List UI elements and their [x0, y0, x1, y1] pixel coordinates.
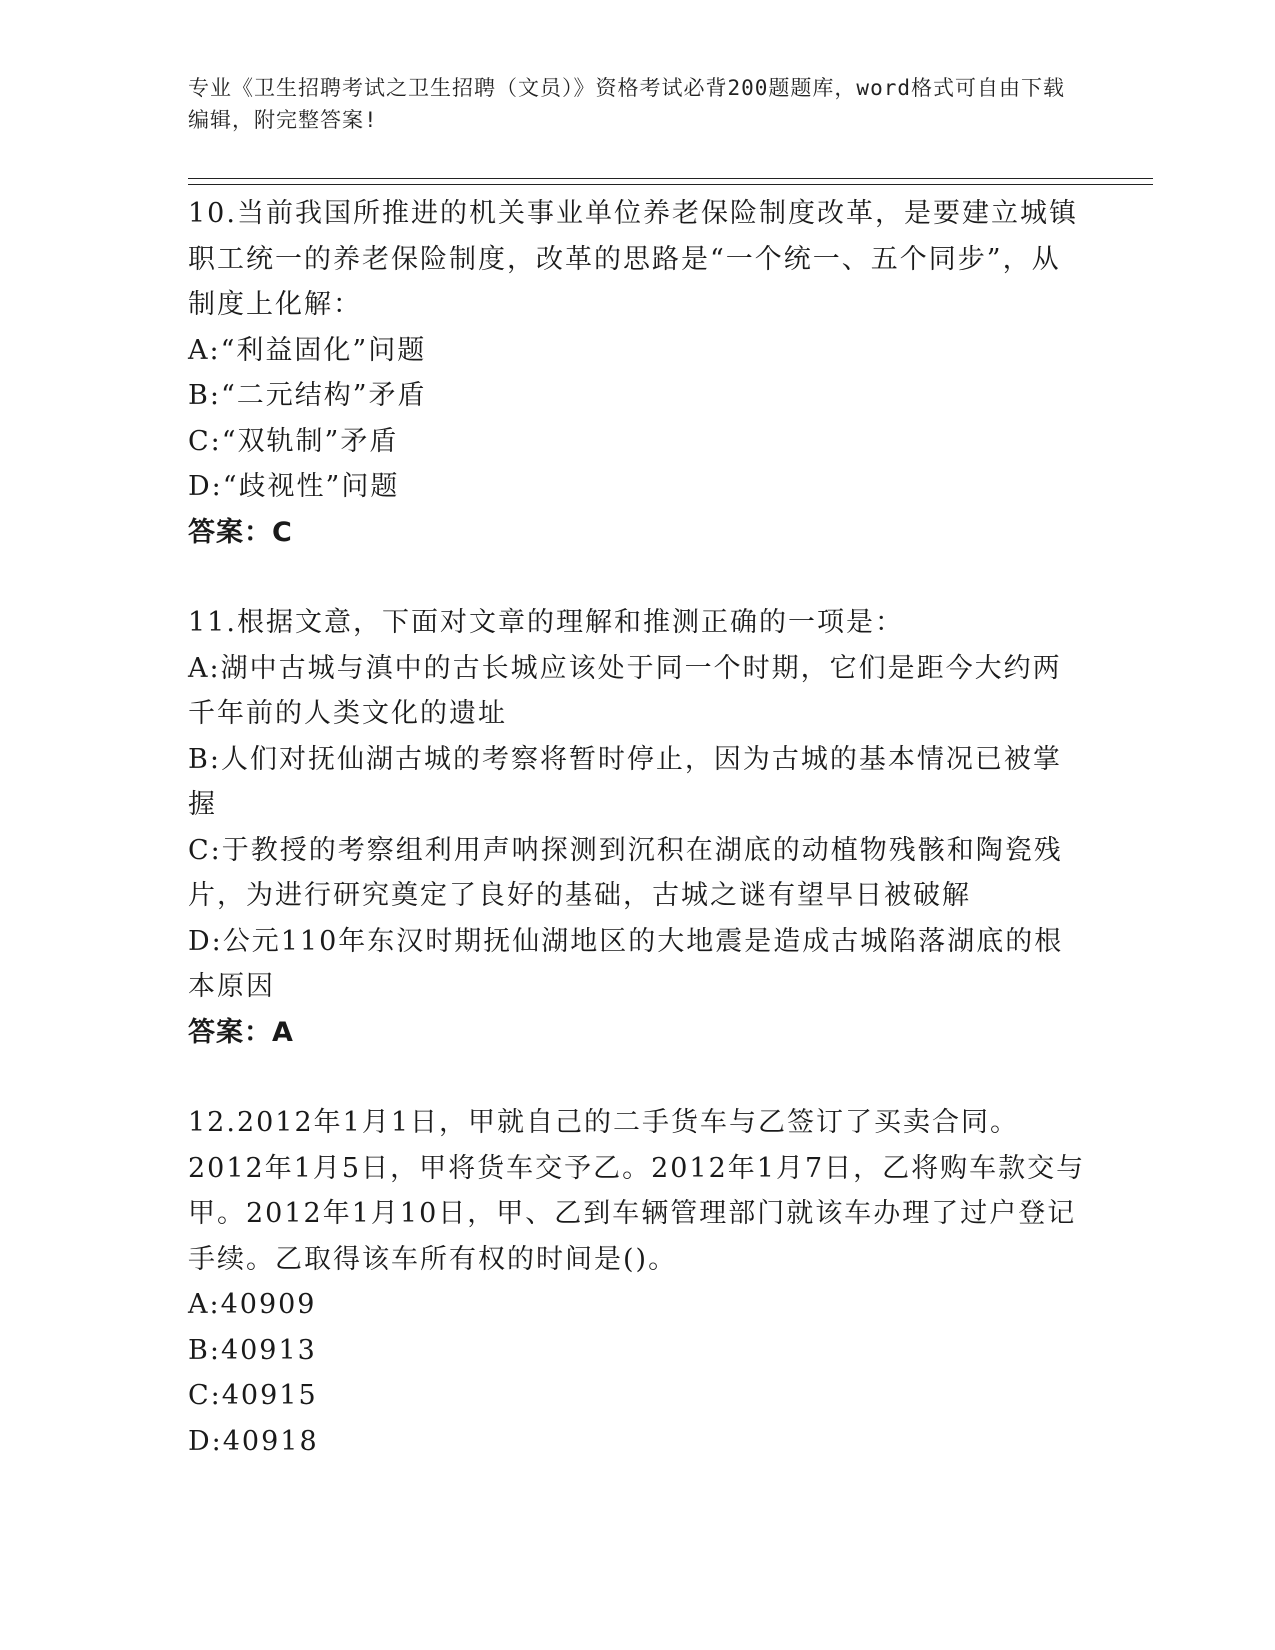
option-c: C:40915	[188, 1380, 318, 1411]
option-c: C:“双轨制”矛盾	[188, 425, 399, 457]
question-12	[188, 1100, 1088, 1464]
option-a: A:“利益固化”问题	[188, 334, 427, 366]
option-d: D:“歧视性”问题	[188, 471, 400, 502]
option-d: D:公元110年东汉时期抚仙湖地区的大地震是造成古城陷落湖底的根本原因	[188, 925, 1064, 1002]
question-spacer	[188, 555, 1088, 600]
question-stem: 10.当前我国所推进的机关事业单位养老保险制度改革，是要建立城镇职工统一的养老保险制度，改革的思路是“一个统一、五个同步”，从制度上化解：	[188, 198, 1078, 320]
option-b: B:40913	[188, 1334, 317, 1366]
question-11	[188, 600, 1088, 1055]
question-10	[188, 191, 1088, 555]
option-a: A:40909	[188, 1289, 317, 1320]
document-header	[188, 72, 1068, 136]
option-a: A:湖中古城与滇中的古长城应该处于同一个时期，它们是距今大约两千年前的人类文化的遗址	[188, 652, 1062, 729]
question-stem: 12.2012年1月1日，甲就自己的二手货车与乙签订了买卖合同。2012年1月5日，甲将货车交予乙。2012年1月7日，乙将购车款交与甲。2012年1月10日，甲、乙到车辆管理部门就该车办理了过户登记手续。乙取得该车所有权的时间是()。	[188, 1107, 1086, 1275]
answer: 答案：A	[188, 1016, 294, 1048]
option-c: C:于教授的考察组利用声呐探测到沉积在湖底的动植物残骸和陶瓷残片，为进行研究奠定了良好的基础，古城之谜有望早日被破解	[188, 834, 1063, 911]
header-divider-bottom	[188, 184, 1153, 185]
header-divider-top	[188, 178, 1153, 179]
question-list	[188, 191, 1088, 1464]
question-spacer	[188, 1055, 1088, 1100]
option-d: D:40918	[188, 1425, 319, 1457]
option-b: B:人们对抚仙湖古城的考察将暂时停止，因为古城的基本情况已被掌握	[188, 743, 1062, 820]
question-stem: 11.根据文意，下面对文章的理解和推测正确的一项是：	[188, 607, 904, 638]
header-text: 专业《卫生招聘考试之卫生招聘（文员）》资格考试必背200题题库，word格式可自由下载编辑，附完整答案!	[188, 76, 1065, 132]
option-b: B:“二元结构”矛盾	[188, 380, 427, 411]
answer: 答案：C	[188, 516, 293, 548]
